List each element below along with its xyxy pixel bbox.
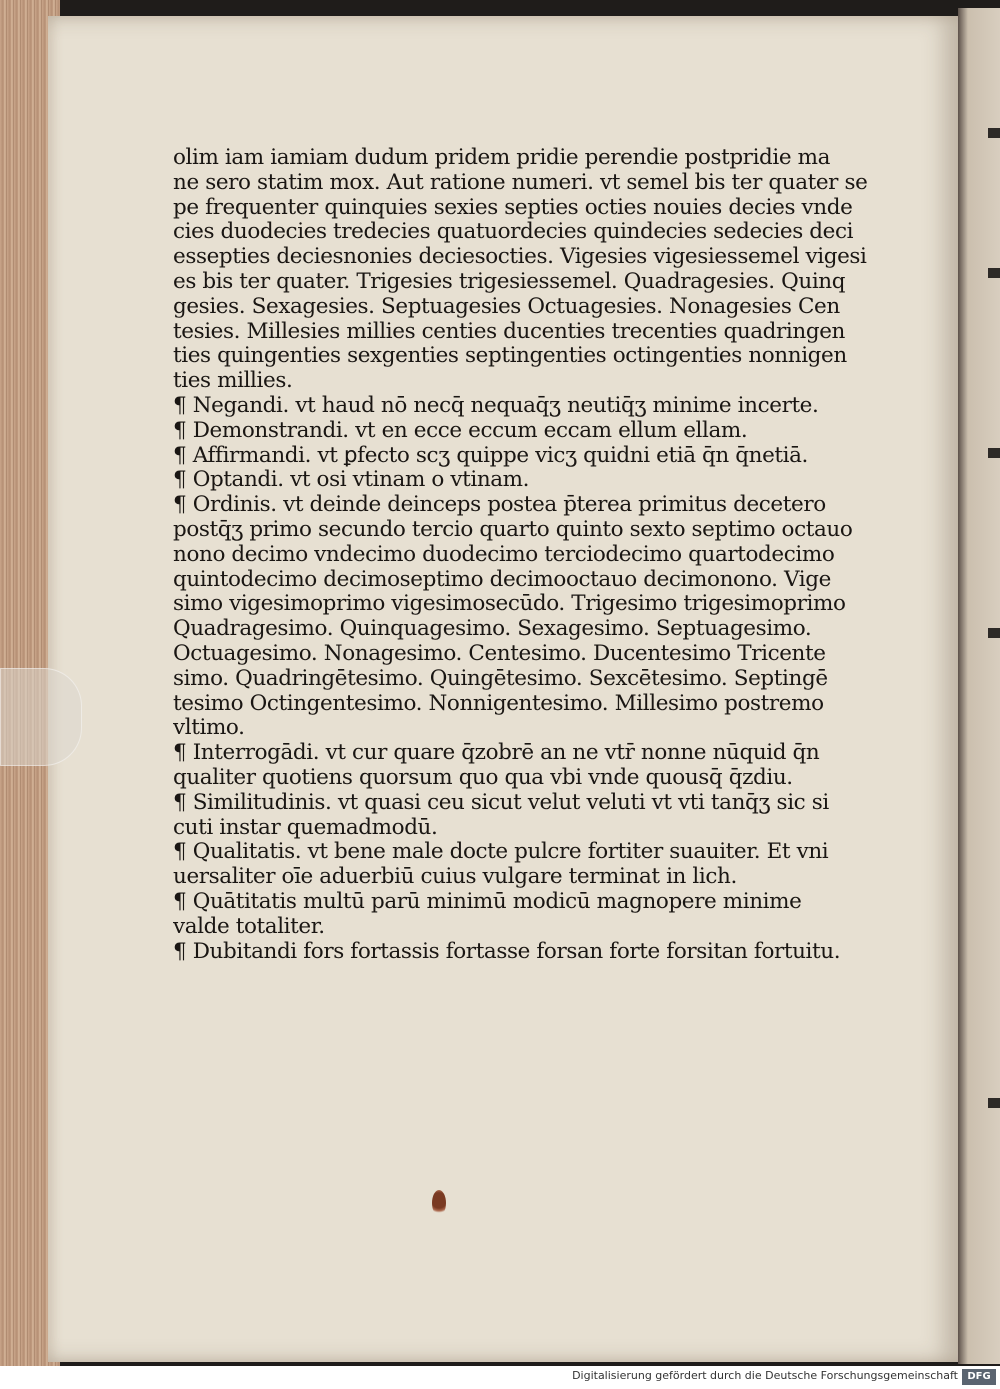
dfg-logo: DFG — [962, 1369, 996, 1385]
text-line: postq̄ʒ primo secundo tercio quarto quinto sexto septimo octauo — [173, 517, 853, 542]
text-block — [173, 146, 873, 964]
text-line: pe frequenter quinquies sexies septies octies nouies decies vnde — [173, 195, 853, 220]
text-line: gesies. Sexagesies. Septuagesies Octuagesies. Nonagesies Cen — [173, 294, 840, 319]
text-line: qualiter quotiens quorsum quo qua vbi vnde quousq̄ q̄zdiu. — [173, 765, 793, 790]
page-clip — [0, 668, 82, 766]
text-line: ¶ Negandi. vt haud nō necq̄ nequaq̄ʒ neutiq̄ʒ minime incerte. — [173, 393, 819, 418]
text-mark — [988, 448, 1000, 458]
text-line: olim iam iamiam dudum pridem pridie perendie postpridie ma — [173, 146, 831, 170]
text-line: valde totaliter. — [173, 914, 325, 939]
text-line: ¶ Quātitatis multū parū minimū modicū magnopere minime — [173, 889, 802, 914]
text-line: tesimo Octingentesimo. Nonnigentesimo. Millesimo postremo — [173, 691, 824, 716]
text-line: ¶ Similitudinis. vt quasi ceu sicut velut veluti vt vti tanq̄ʒ sic si — [173, 790, 829, 815]
text-line: ¶ Demonstrandi. vt en ecce eccum eccam ellum ellam. — [173, 418, 748, 443]
text-line: essepties deciesnonies deciesocties. Vigesies vigesiessemel vigesi — [173, 245, 867, 270]
text-line: tesies. Millesies millies centies ducenties trecenties quadringen — [173, 319, 845, 344]
text-line: ¶ Affirmandi. vt ꝑfecto scʒ quippe vicʒ quidni etiā q̄n q̄netiā. — [173, 443, 808, 468]
text-line: ne sero statim mox. Aut ratione numeri. vt semel bis ter quater se — [173, 170, 868, 195]
signature-mark — [432, 1190, 446, 1216]
text-mark — [988, 628, 1000, 638]
text-line: ties quingenties sexgenties septingenties octingenties nonnigen — [173, 344, 847, 369]
text-line: ¶ Dubitandi fors fortassis fortasse forsan forte forsitan fortuitu. — [173, 939, 841, 964]
text-line: cies duodecies tredecies quatuordecies quindecies sedecies deci — [173, 220, 854, 245]
text-line: Quadragesimo. Quinquagesimo. Sexagesimo. Septuagesimo. — [173, 617, 812, 642]
text-line: uersaliter oīe aduerbiū cuius vulgare terminat̄ in lich. — [173, 865, 737, 890]
funding-credit: Digitalisierung gefördert durch die Deutsche Forschungsgemeinschaft — [572, 1369, 958, 1382]
text-line: ¶ Ordinis. vt deinde deinceps postea p̄terea primitus decetero — [173, 493, 826, 518]
text-line: Octuagesimo. Nonagesimo. Centesimo. Ducentesimo Tricente — [173, 641, 826, 666]
text-line: cuti instar quemadmodū. — [173, 815, 438, 840]
text-mark — [988, 1098, 1000, 1108]
text-line: vltimo. — [173, 716, 245, 741]
text-line: ¶ Optandi. vt osi vtinam o vtinam. — [173, 468, 530, 493]
text-line: quintodecimo decimoseptimo decimooctauo decimonono. Vige — [173, 567, 831, 592]
adjacent-page — [958, 8, 1000, 1364]
text-line: simo vigesimoprimo vigesimosecūdo. Trigesimo trigesimoprimo — [173, 592, 846, 617]
text-line: ¶ Qualitatis. vt bene male docte pulcre fortiter suauiter. Et vni — [173, 840, 829, 865]
footer-bar — [0, 1366, 1000, 1389]
text-mark — [988, 128, 1000, 138]
text-line: ties millies. — [173, 369, 293, 394]
text-mark — [988, 268, 1000, 278]
text-line: es bis ter quater. Trigesies trigesiessemel. Quadragesies. Quinq — [173, 269, 846, 294]
text-line: nono decimo vndecimo duodecimo terciodecimo quartodecimo — [173, 542, 835, 567]
text-line: ¶ Interrogādi. vt cur quare q̄zobrē an ne vtr̄ nonne nūquid q̄n — [173, 741, 820, 766]
text-line: simo. Quadringētesimo. Quingētesimo. Sexcētesimo. Septingē — [173, 666, 828, 691]
